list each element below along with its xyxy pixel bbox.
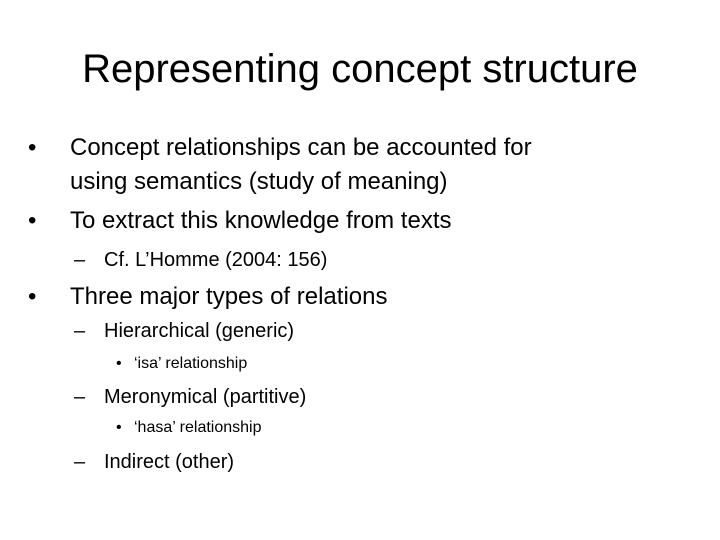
bullet-concept-relationships-continuation: using semantics (study of meaning) [70,168,448,195]
slide-title: Representing concept structure [82,47,638,91]
bullet-marker: • [28,134,37,161]
bullet-marker: • [116,355,122,372]
bullet-extract-knowledge: To extract this knowledge from texts [70,207,452,234]
dash-marker: – [74,320,86,342]
bullet-marker: • [28,207,37,234]
dash-marker: – [74,249,86,271]
dash-marker: – [74,451,86,473]
bullet-three-major-types: Three major types of relations [70,283,388,310]
subbullet-hierarchical: Hierarchical (generic) [104,320,295,342]
bullet-marker: • [28,283,37,310]
subbullet-meronymical: Meronymical (partitive) [104,386,307,408]
subbullet-lhomme-reference: Cf. L’Homme (2004: 156) [104,249,328,271]
subsubbullet-hasa-relationship: ‘hasa’ relationship [134,419,262,436]
bullet-concept-relationships: Concept relationships can be accounted for [70,134,532,161]
subsubbullet-isa-relationship: ‘isa’ relationship [134,355,248,372]
dash-marker: – [74,386,86,408]
bullet-marker: • [116,419,122,436]
subbullet-indirect: Indirect (other) [104,451,235,473]
